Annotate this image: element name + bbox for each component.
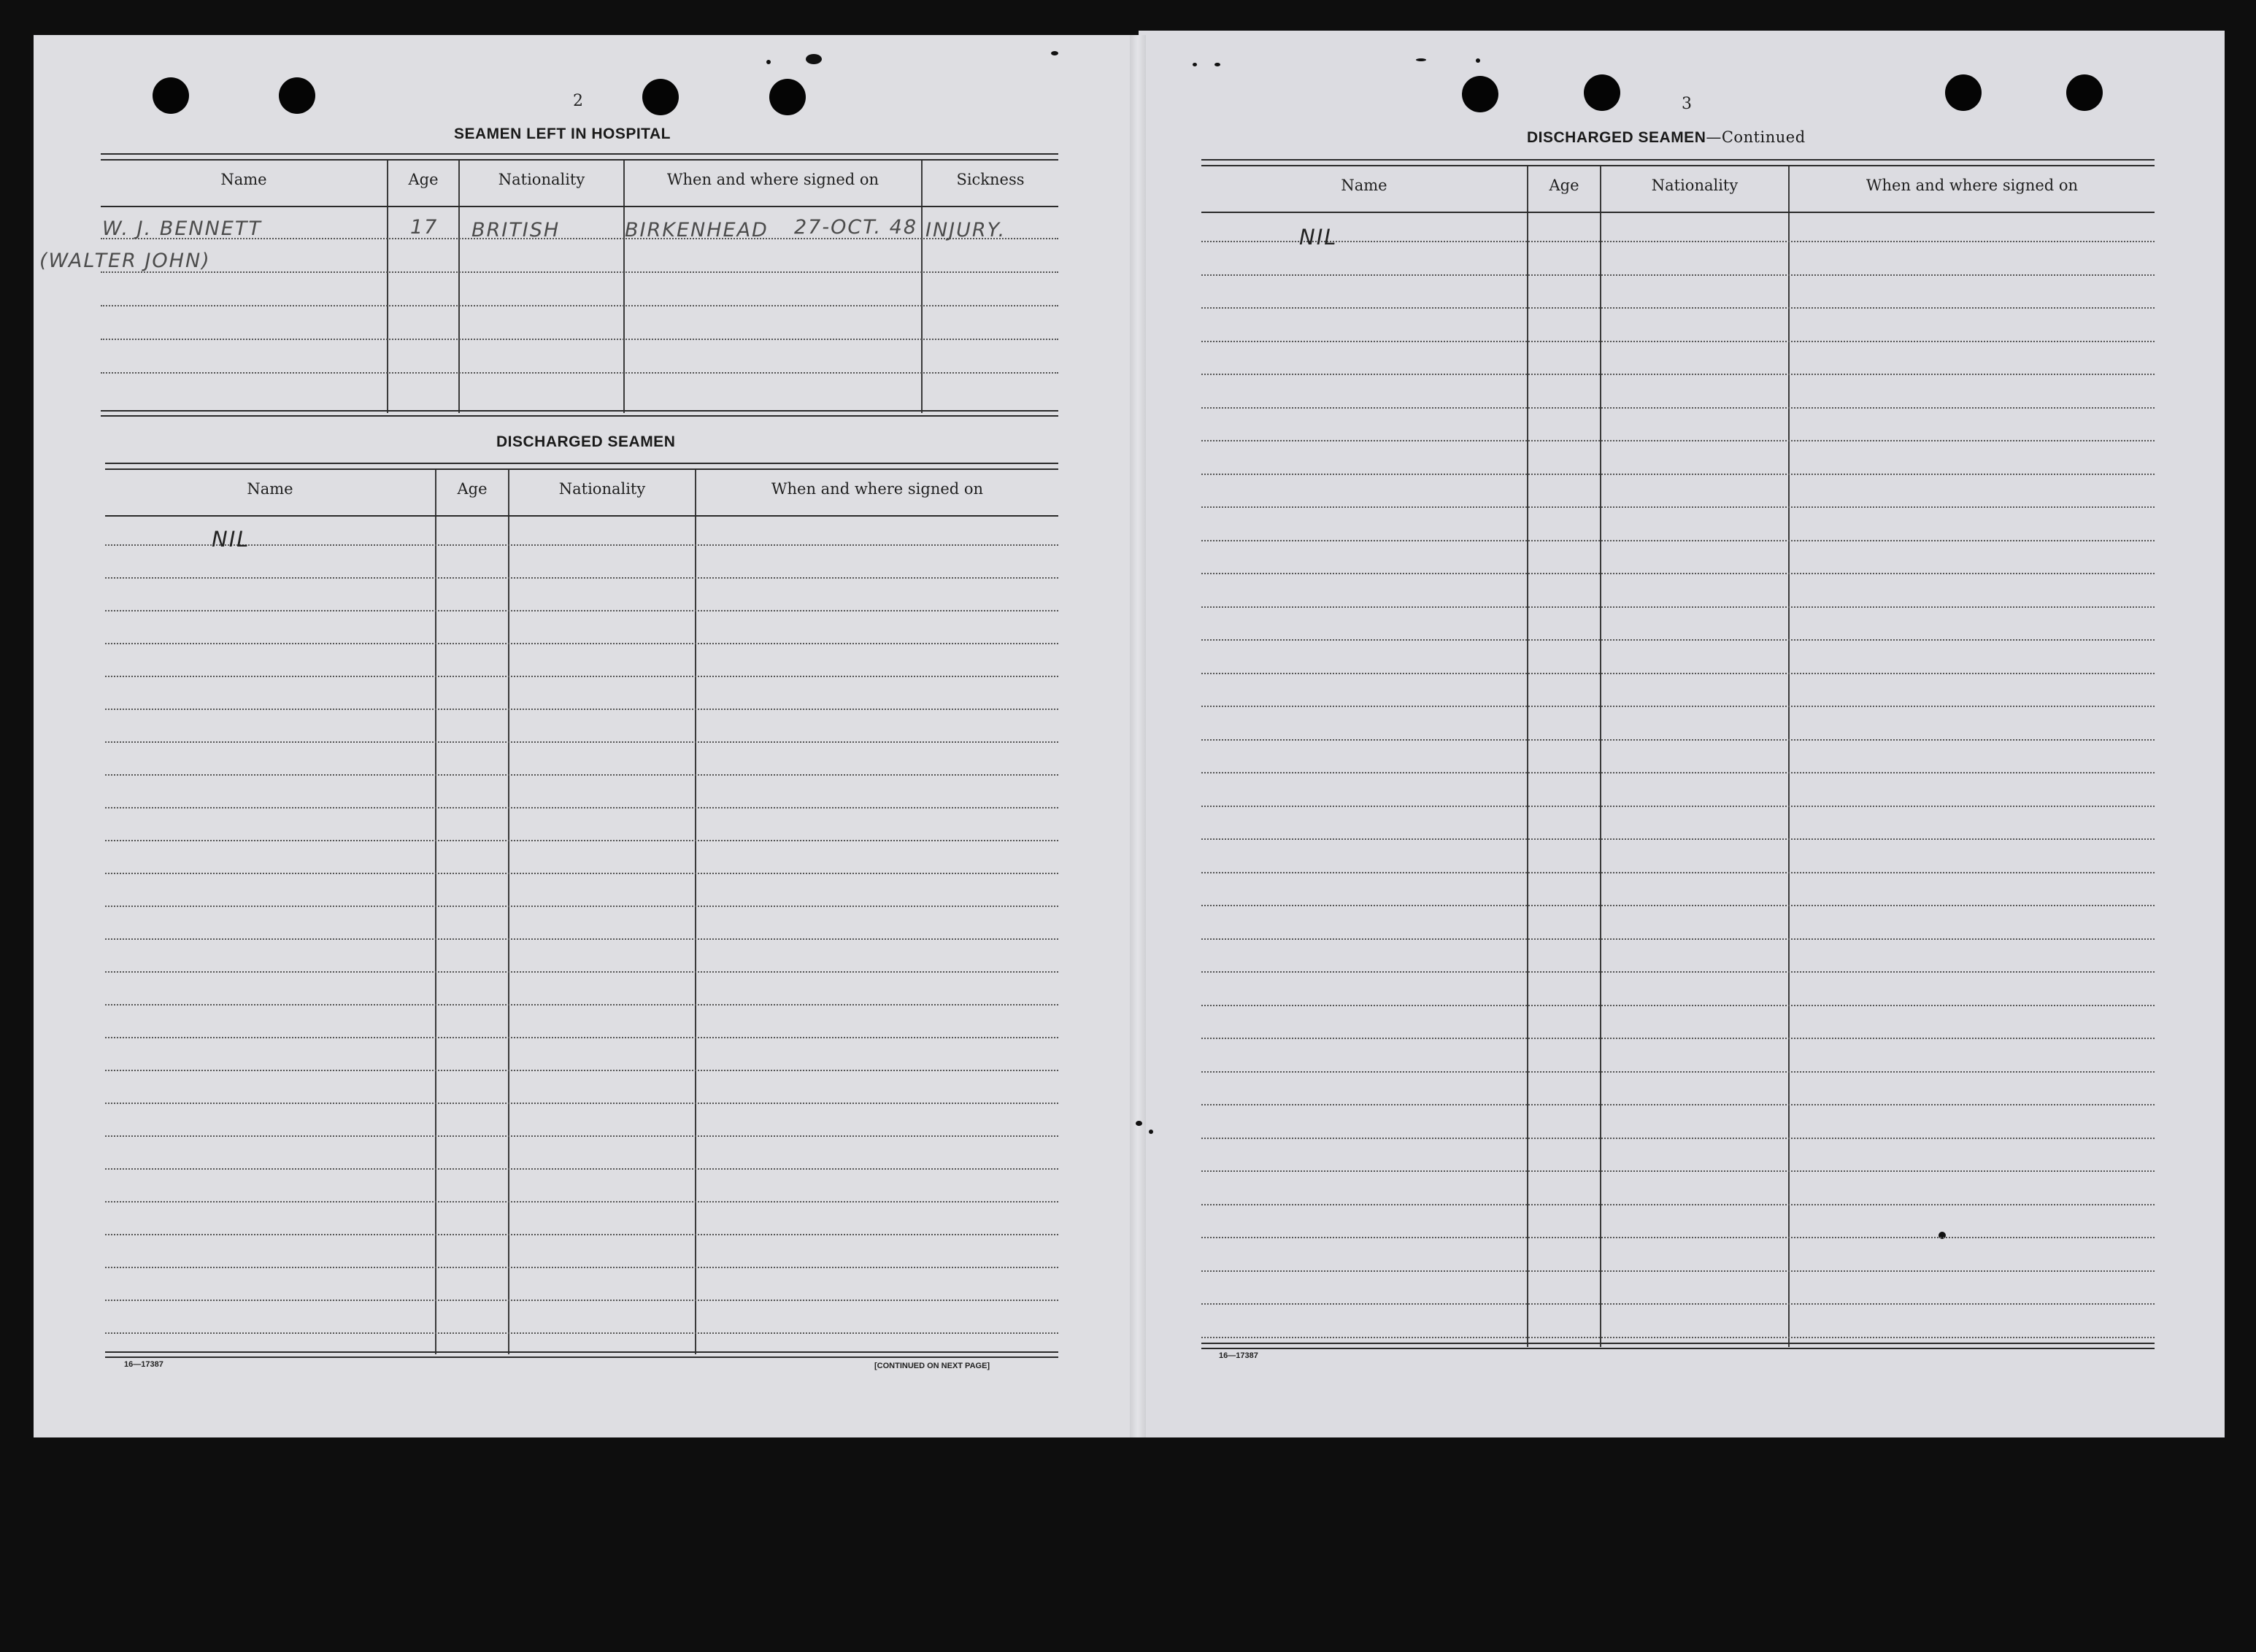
ruled-line xyxy=(1201,772,2155,773)
punch-hole xyxy=(1945,74,1982,111)
section-title-text: DISCHARGED SEAMEN xyxy=(1527,129,1706,146)
ruled-line xyxy=(1201,639,2155,641)
ruled-line xyxy=(105,1168,1058,1170)
punch-hole xyxy=(153,77,189,114)
section-title-suffix: —Continued xyxy=(1706,128,1806,146)
ruled-line xyxy=(105,1234,1058,1235)
patient-name: W. J. BENNETT xyxy=(102,217,262,240)
ruled-line xyxy=(1201,706,2155,707)
ruled-line xyxy=(1201,506,2155,508)
ruled-line xyxy=(1201,573,2155,574)
ruled-line xyxy=(1201,341,2155,342)
patient-sickness: INJURY. xyxy=(925,219,1006,242)
patient-age: 17 xyxy=(410,216,439,239)
ruled-line xyxy=(105,938,1058,940)
ink-speck xyxy=(806,54,822,64)
ruled-line xyxy=(105,1267,1058,1268)
ruled-line xyxy=(1201,872,2155,873)
ink-speck xyxy=(1193,63,1197,66)
ruled-line xyxy=(1201,1237,2155,1238)
ruled-line xyxy=(1201,938,2155,940)
ruled-line xyxy=(105,906,1058,907)
discharged-continued-title xyxy=(1527,128,1806,147)
ruled-line xyxy=(1201,1204,2155,1205)
page-number: 3 xyxy=(1682,95,1692,113)
page-number: 2 xyxy=(573,92,583,110)
ruled-line xyxy=(105,709,1058,710)
ruled-line xyxy=(1201,905,2155,906)
ink-speck xyxy=(1214,63,1220,66)
ruled-line xyxy=(1201,274,2155,276)
punch-hole xyxy=(1584,74,1620,111)
ruled-line xyxy=(1201,838,2155,840)
ruled-line xyxy=(105,1135,1058,1137)
ink-speck xyxy=(766,60,771,64)
continued-note: [CONTINUED ON NEXT PAGE] xyxy=(874,1362,990,1370)
ruled-line xyxy=(105,971,1058,973)
hospital-section-title: SEAMEN LEFT IN HOSPITAL xyxy=(454,126,671,142)
ruled-line xyxy=(105,577,1058,579)
ruled-line xyxy=(105,643,1058,644)
ruled-line xyxy=(1201,1104,2155,1105)
ruled-line xyxy=(1201,1303,2155,1305)
ruled-line xyxy=(1201,374,2155,375)
column-header-signed-on: When and where signed on xyxy=(666,171,879,188)
ruled-line xyxy=(1201,1071,2155,1073)
ruled-line xyxy=(1201,971,2155,973)
punch-hole xyxy=(279,77,315,114)
ink-speck xyxy=(1476,58,1480,63)
ink-speck xyxy=(1416,58,1426,61)
ruled-line xyxy=(1201,540,2155,541)
punch-hole xyxy=(1462,76,1498,112)
ruled-line xyxy=(105,1332,1058,1334)
ruled-line xyxy=(1201,606,2155,608)
column-header-signed-on: When and where signed on xyxy=(771,480,984,498)
ink-speck xyxy=(1149,1130,1153,1134)
column-header-age: Age xyxy=(1549,177,1579,194)
ruled-line xyxy=(105,840,1058,841)
ruled-line xyxy=(105,1037,1058,1038)
ruled-line xyxy=(105,1004,1058,1006)
ruled-line xyxy=(1201,241,2155,242)
ruled-line xyxy=(105,1103,1058,1104)
ruled-line xyxy=(105,610,1058,611)
column-header-name: Name xyxy=(1341,177,1387,194)
punch-hole xyxy=(2066,74,2103,111)
ruled-line xyxy=(105,676,1058,677)
ruled-line xyxy=(1201,407,2155,409)
signed-on-date: 27-OCT. 48 xyxy=(794,216,918,239)
ruled-line xyxy=(1201,307,2155,309)
column-header-nationality: Nationality xyxy=(558,480,646,498)
ruled-line xyxy=(105,807,1058,808)
form-number: 16—17387 xyxy=(1219,1351,1258,1360)
ruled-line xyxy=(1201,1337,2155,1338)
discharged-entry: NIL xyxy=(212,527,250,552)
ruled-line xyxy=(1201,1005,2155,1006)
ruled-line xyxy=(1201,1170,2155,1172)
ruled-line xyxy=(1201,739,2155,741)
ruled-line xyxy=(105,774,1058,776)
patient-full-name: (WALTER JOHN) xyxy=(39,250,211,272)
column-header-nationality: Nationality xyxy=(1651,177,1739,194)
discharged-continued-table xyxy=(1201,159,2155,1347)
discharged-table xyxy=(105,463,1058,1354)
ink-speck xyxy=(1051,51,1058,55)
ruled-line xyxy=(105,741,1058,743)
form-number: 16—17387 xyxy=(124,1360,163,1369)
table-rule xyxy=(1201,1343,2155,1349)
ruled-line xyxy=(105,1070,1058,1071)
ruled-line xyxy=(1201,806,2155,807)
discharged-section-title: DISCHARGED SEAMEN xyxy=(496,433,676,450)
column-header-sickness: Sickness xyxy=(956,171,1025,188)
ruled-line xyxy=(105,873,1058,874)
ruled-line xyxy=(1201,440,2155,441)
ruled-line xyxy=(1201,673,2155,674)
ruled-line xyxy=(1201,1270,2155,1272)
hospital-table xyxy=(101,153,1058,413)
column-header-name: Name xyxy=(247,480,293,498)
ruled-line xyxy=(1201,1038,2155,1039)
column-header-signed-on: When and where signed on xyxy=(1866,177,2079,194)
column-header-name: Name xyxy=(220,171,267,188)
table-rule xyxy=(101,410,1058,417)
punch-hole xyxy=(769,79,806,115)
discharged-continued-entry: NIL xyxy=(1299,225,1338,250)
table-rule xyxy=(105,1351,1058,1358)
column-header-nationality: Nationality xyxy=(498,171,585,188)
patient-nationality: BRITISH xyxy=(471,219,561,242)
punch-hole xyxy=(642,79,679,115)
signed-on-place: BIRKENHEAD xyxy=(625,219,769,242)
ink-speck xyxy=(1136,1121,1142,1126)
ruled-line xyxy=(1201,1138,2155,1139)
column-header-age: Age xyxy=(457,480,488,498)
ruled-line xyxy=(1201,474,2155,475)
column-header-age: Age xyxy=(408,171,439,188)
ruled-line xyxy=(105,1300,1058,1301)
page-gutter xyxy=(1130,35,1146,1437)
ruled-line xyxy=(105,1201,1058,1203)
